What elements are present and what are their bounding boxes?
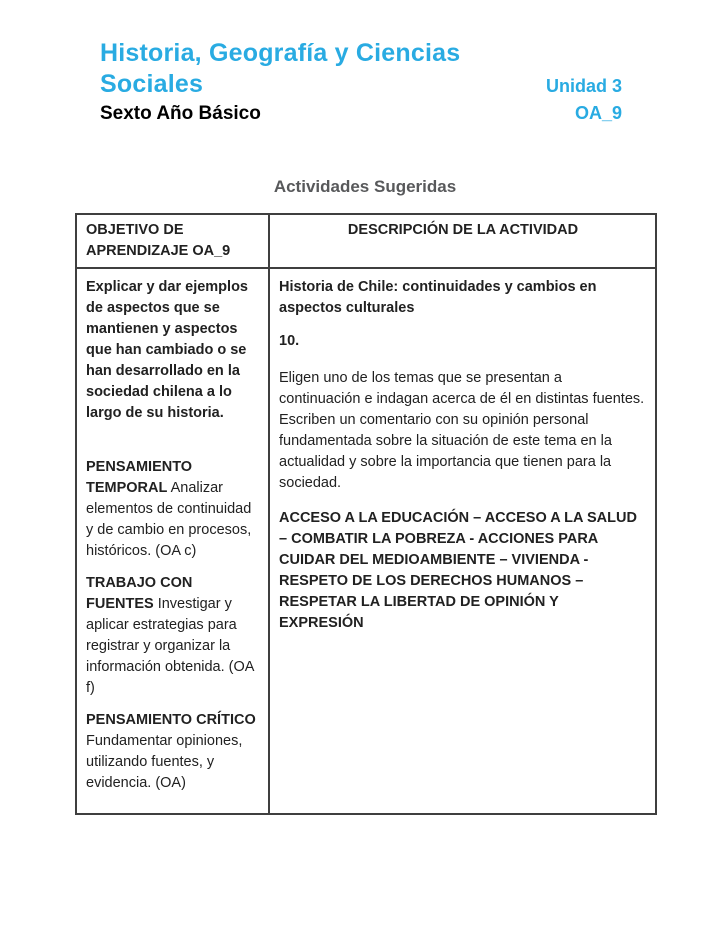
activities-table (75, 213, 657, 815)
column-header-description: DESCRIPCIÓN DE LA ACTIVIDAD (269, 214, 656, 268)
activity-description: Eligen uno de los temas que se presentan a continuación e indagan acerca de él en distintas fuentes. Escriben un comentario con su opinión personal fundamentada sobre la situación de este tema en la actualidad y sobre la importancia que tienen para la sociedad. (279, 370, 645, 491)
skill-text: Analizar elementos de continuidad y de cambio en procesos, históricos. (OA c) (86, 480, 252, 559)
skill-label: PENSAMIENTO TEMPORAL (86, 459, 193, 496)
activity-number: 10. (279, 333, 300, 349)
table-header-row (76, 214, 656, 268)
objective-main-text: Explicar y dar ejemplos de aspectos que se mantienen y aspectos que han cambiado o se han desarrollado en la sociedad chilena a lo largo de su historia. (86, 279, 248, 421)
skill-pensamiento-temporal (86, 457, 260, 562)
document-header (100, 38, 622, 126)
section-title: Actividades Sugeridas (273, 177, 457, 196)
activity-cell (269, 268, 656, 814)
table-body-row (76, 268, 656, 814)
objective-cell (76, 268, 269, 814)
grade-label: Sexto Año Básico (100, 103, 261, 124)
column-header-objective: OBJETIVO DE APRENDIZAJE OA_9 (76, 214, 269, 268)
activity-title: Historia de Chile: continuidades y cambios en aspectos culturales (279, 279, 597, 316)
skill-trabajo-con-fuentes (86, 573, 260, 699)
unit-label: Unidad 3 (545, 76, 622, 96)
skill-label: PENSAMIENTO CRÍTICO (86, 712, 256, 728)
subject-title: Historia, Geografía y Ciencias Sociales (100, 39, 461, 98)
skill-pensamiento-critico (86, 710, 260, 794)
skill-text: Fundamentar opiniones, utilizando fuentes, y evidencia. (OA) (86, 733, 243, 791)
activity-topics-list: ACCESO A LA EDUCACIÓN – ACCESO A LA SALUD – COMBATIR LA POBREZA - ACCIONES PARA CUIDAR DEL MEDIOAMBIENTE – VIVIENDA - RESPETO DE LOS DERECHOS HUMANOS – RESPETAR LA LIBERTAD DE OPINIÓN Y EXPRESIÓN (279, 510, 637, 631)
header-left (100, 38, 540, 126)
skill-label: TRABAJO CON FUENTES (86, 575, 193, 612)
header-right (546, 72, 622, 126)
oa-code-label: OA_9 (574, 103, 622, 123)
skill-text: Investigar y aplicar estrategias para registrar y organizar la información obtenida. (OA f) (86, 596, 254, 696)
